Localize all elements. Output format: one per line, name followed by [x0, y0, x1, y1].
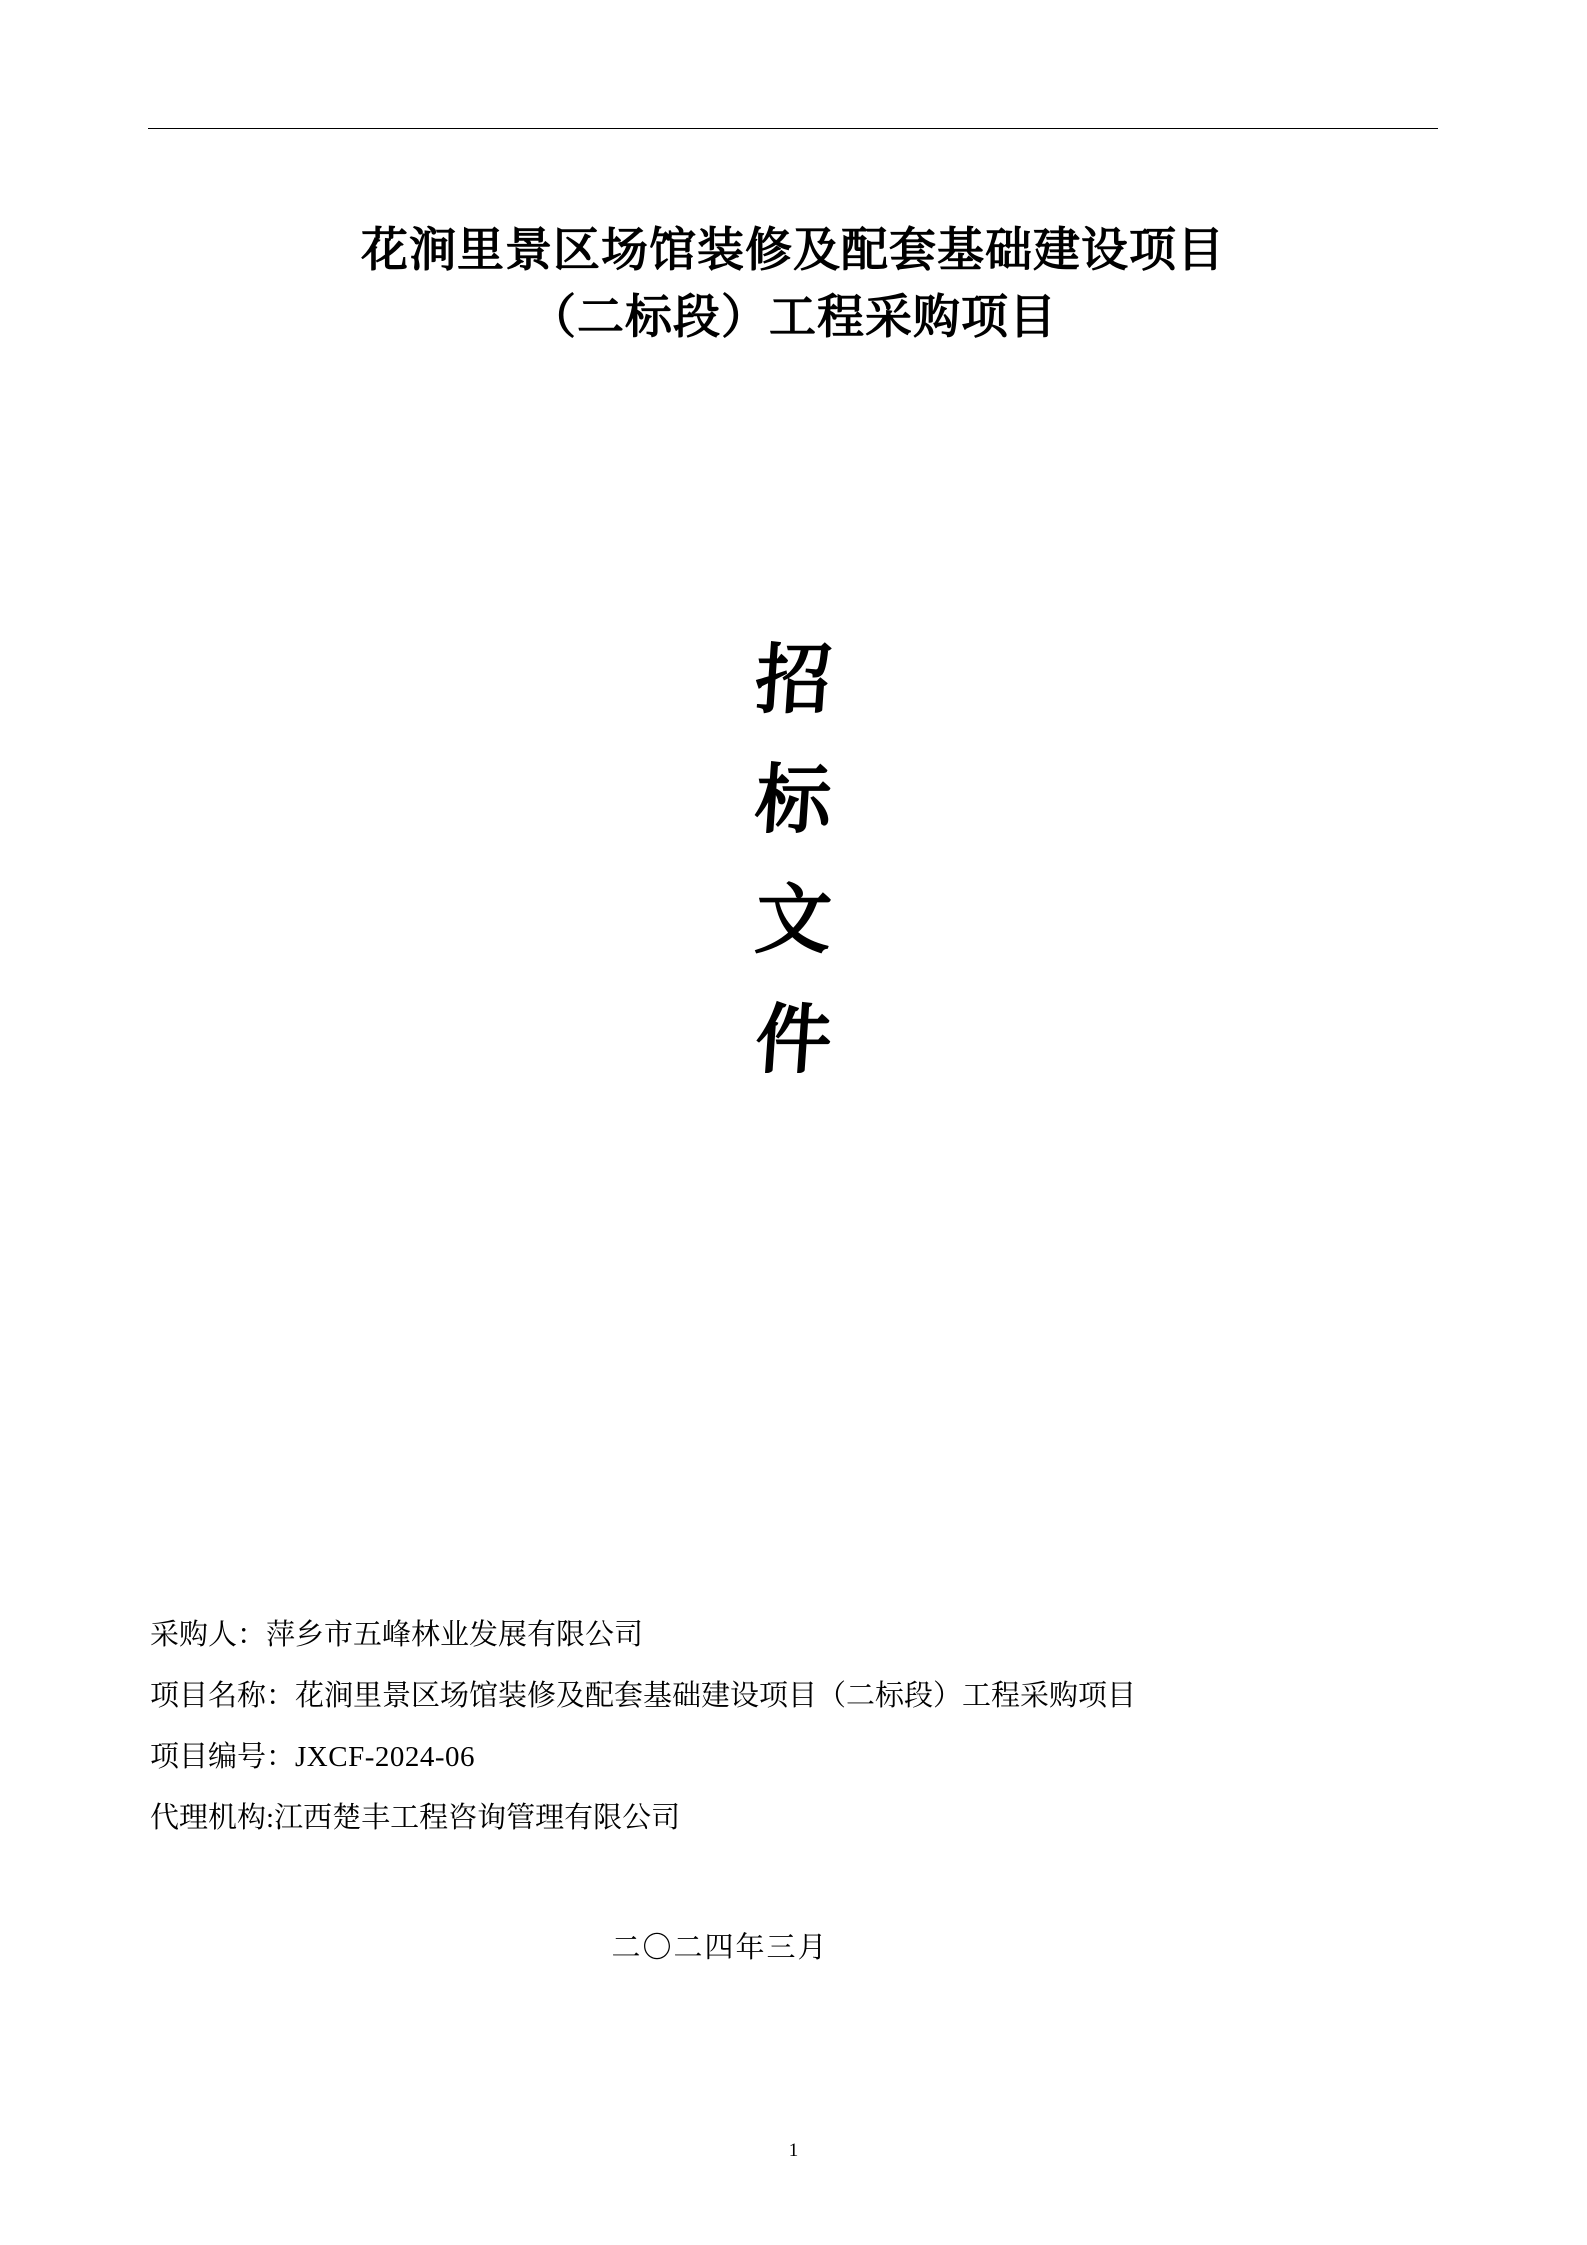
metadata-value-purchaser: 萍乡市五峰林业发展有限公司 — [266, 1619, 644, 1651]
metadata-value-project-number: JXCF-2024-06 — [295, 1740, 476, 1773]
vertical-heading-char-2: 标 — [752, 755, 835, 845]
metadata-label-project-number: 项目编号： — [150, 1740, 296, 1773]
project-metadata — [150, 1605, 1450, 1849]
metadata-label-project-name: 项目名称： — [150, 1679, 296, 1712]
metadata-label-agency: 代理机构: — [150, 1801, 275, 1834]
page-number: 1 — [788, 2140, 799, 2161]
page-title-line-2: （二标段）工程采购项目 — [529, 291, 1057, 344]
vertical-heading-char-1: 招 — [752, 635, 835, 724]
header-divider — [148, 128, 1438, 129]
metadata-row-project-name — [150, 1666, 1450, 1727]
metadata-value-project-name: 花涧里景区场馆装修及配套基础建设项目（二标段）工程采购项目 — [295, 1679, 1137, 1712]
metadata-row-agency — [150, 1788, 1450, 1849]
metadata-row-purchaser — [150, 1605, 1450, 1666]
page-title — [148, 218, 1438, 351]
page-title-line-1: 花涧里景区场馆装修及配套基础建设项目 — [361, 225, 1225, 277]
metadata-value-agency: 江西楚丰工程咨询管理有限公司 — [274, 1801, 681, 1834]
vertical-heading-char-4: 件 — [752, 995, 835, 1085]
vertical-heading-char-3: 文 — [752, 875, 835, 965]
document-date: 二〇二四年三月 — [611, 1932, 829, 1964]
vertical-heading — [0, 620, 1587, 1100]
metadata-row-project-number — [150, 1727, 1450, 1788]
metadata-label-purchaser: 采购人： — [150, 1619, 267, 1651]
